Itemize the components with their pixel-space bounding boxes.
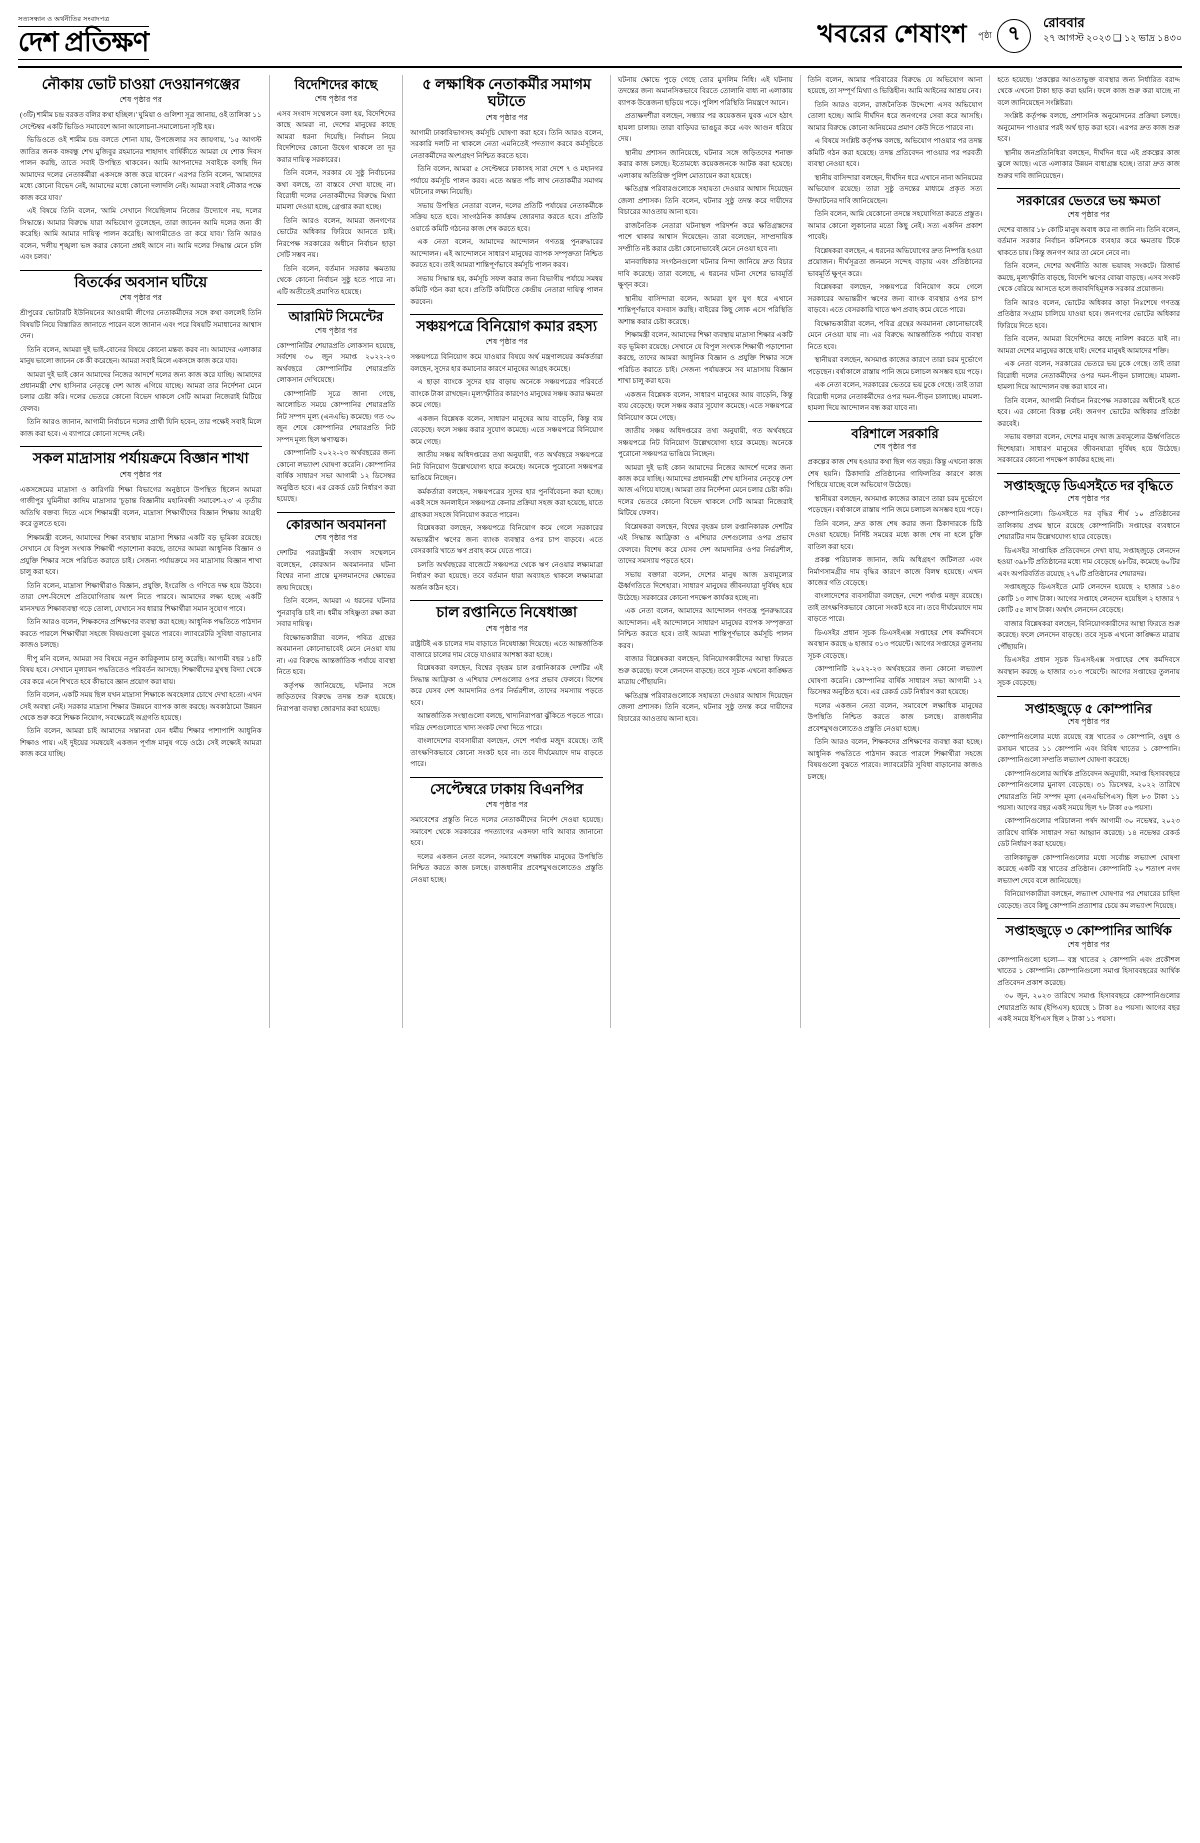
paragraph: আন্তর্জাতিক সংস্থাগুলো বলছে, খাদ্যনিরাপত্তা ঝুঁকিতে পড়তে পারে। দরিদ্র দেশগুলোতে খাদ্য সংকট দেখা দিতে পারে। [410, 712, 603, 732]
article-netakormi-somagom [410, 77, 603, 308]
paragraph: বাংলাদেশের ব্যবসায়ীরা বলছেন, দেশে পর্যাপ্ত মজুদ রয়েছে। তাই তাৎক্ষণিকভাবে কোনো সংকট হবে না। তবে দীর্ঘমেয়াদে দাম বাড়তে পারে। [410, 737, 603, 769]
jump-label: শেষ পৃষ্ঠার পর [314, 533, 358, 543]
paragraph: তিনি বলেন, সরকার যে সুষ্ঠু নির্বাচনের কথা বলছে, তা বাস্তবে দেখা যাচ্ছে না। বিরোধী দলের নেতাকর্মীদের বিরুদ্ধে মিথ্যা মামলা দেওয়া হচ্ছে, গ্রেপ্তার করা হচ্ছে। [276, 169, 396, 212]
paragraph: এক নেতা বলেন, সরকারের ভেতরে ভয় ঢুকে গেছে। তাই তারা বিরোধী দলের নেতাকর্মীদের ওপর দমন-পীড়ন চালাচ্ছে। মামলা-হামলা দিয়ে আন্দোলন বন্ধ করা যাবে না। [997, 360, 1180, 392]
paragraph: ডিএসইর প্রধান সূচক ডিএসইএক্স সপ্তাহের শেষ কর্মদিবসে অবস্থান করছে ৬ হাজার ৩১৩ পয়েন্টে। আগের সপ্তাহের তুলনায় সূচক বেড়েছে। [997, 656, 1180, 688]
divider [277, 512, 396, 513]
article-3-company-arthik [997, 923, 1180, 1026]
paragraph: ক্ষতিগ্রস্ত পরিবারগুলোকে সহায়তা দেওয়ার আশ্বাস দিয়েছেন জেলা প্রশাসক। তিনি বলেন, ঘটনার সুষ্ঠু তদন্ত করে দায়ীদের বিচারের আওতায় আনা হবে। [617, 185, 793, 217]
article-dse-dor-briddhi [997, 478, 1180, 690]
article-barishal-sorkari [808, 426, 983, 784]
paragraph: রাষ্ট্রটিই এক চালের দাম বাড়াতে নিষেধাজ্ঞা দিয়েছে। এতে আন্তর্জাতিক বাজারে চালের দাম বেড়ে যাওয়ার আশঙ্কা করা হচ্ছে। [410, 639, 603, 659]
article-headline: সপ্তাহজুড়ে ডিএসইতে দর বৃদ্ধিতে [1004, 477, 1174, 493]
article-body [997, 75, 1180, 182]
paragraph: তিনি বলেন, একটি সময় ছিল যখন মাদ্রাসা শিক্ষাকে অবহেলার চোখে দেখা হতো। এখন সেই অবস্থা নেই। সরকার মাদ্রাসা শিক্ষার উন্নয়নে ব্যাপক কাজ করছে। অবকাঠামো উন্নয়ন থেকে শুরু করে শিক্ষক নিয়োগ, সবক্ষেত্রেই অগ্রগতি হয়েছে। [20, 691, 262, 722]
paragraph: দলের একজন নেতা বলেন, সমাবেশে লক্ষাধিক মানুষের উপস্থিতি নিশ্চিত করতে কাজ চলছে। রাজধানীর প্রবেশমুখগুলোতেও প্রস্তুতি নেওয়া হচ্ছে। [410, 852, 603, 884]
article-chal-roptani [410, 605, 603, 771]
article-headline: সপ্তাহজুড়ে ৩ কোম্পানির আর্থিক [1005, 923, 1172, 939]
jump-label: শেষ পৃষ্ঠার পর [119, 469, 163, 479]
paragraph: তিনি আরও বলেন, আমরা জনগণের ভোটের অধিকার ফিরিয়ে আনতে চাই। নিরপেক্ষ সরকারের অধীনে নির্বাচন ছাড়া সেটি সম্ভব নয়। [276, 216, 396, 260]
paragraph: সভায় বক্তারা বলেন, দেশের মানুষ আজ দ্রব্যমূল্যের ঊর্ধ্বগতিতে দিশেহারা। সাধারণ মানুষের জীবনযাত্রা দুর্বিষহ হয়ে উঠেছে। সরকারের কোনো পদক্ষেপ কার্যকর হচ্ছে না। [617, 570, 793, 602]
paragraph: সঞ্চয়পত্রে বিনিয়োগ কমে যাওয়ার বিষয়ে অর্থ মন্ত্রণালয়ের কর্মকর্তারা বলছেন, সুদের হার কমানোর কারণে মানুষের আগ্রহ কমেছে। [410, 353, 603, 373]
paragraph: শ্রীপুরের ভোটারটি ইউনিয়নের আওয়ামী লীগের নেতাকর্মীদের সঙ্গে কথা বললেই তিনি বিষয়টি নিয়ে বিস্তারিত জানাতে পারেন বলে জানান এবং পরে বিষয়টি সমাধানের আশ্বাস দেন। [20, 309, 262, 341]
paragraph: দলের একজন নেতা বলেন, সমাবেশে লক্ষাধিক মানুষের উপস্থিতি নিশ্চিত করতে কাজ চলছে। রাজধানীর প্রবেশমুখগুলোতেও প্রস্তুতি নেওয়া হচ্ছে। [807, 701, 983, 733]
article-body [277, 109, 396, 299]
article-body [808, 75, 983, 415]
article-headline: সকল মাদ্রাসায় পর্যায়ক্রমে বিজ্ঞান শাখা [32, 451, 249, 468]
paragraph: বিক্ষোভকারীরা বলেন, পবিত্র গ্রন্থের অবমাননা কোনোভাবেই মেনে নেওয়া যায় না। এর বিরুদ্ধে আন্তর্জাতিক পর্যায়ে ব্যবস্থা নিতে হবে। [807, 319, 983, 351]
paragraph: তিনি আরও বলেন, ভোটের অধিকার কাড়া নিঃশেষে গণতন্ত্র প্রতিষ্ঠার সংগ্রাম চালিয়ে যাওয়া হবে। জনগণের ভোটের অধিকার ফিরিয়ে দিতে হবে। [997, 298, 1180, 330]
article-headline: আরামিট সিমেন্টের [288, 309, 384, 325]
paragraph: আগামী ঢাকাবিভাগসহ কর্মসূচি ঘোষণা করা হবে। তিনি আরও বলেন, সরকারি দলটি না থাকলে নেতা এমনিতেই পদত্যাগ করবে কর্মসূচিতে নেতাকর্মীদের অংশগ্রহণ নিশ্চিত করতে হবে। [410, 128, 603, 160]
paragraph: ঘটনায় ক্ষোভে পুড়ে গেছে তোর মুসলিম নিধি। এই ঘটনায় তদন্তের জন্য অমানসিকভাবে বিরতে তোলানি বাধ্য না এলাকায় ব্যাপক উত্তেজনা ছড়িয়ে পড়ে। পুলিশ পরিস্থিতি নিয়ন্ত্রণে আনে। [617, 76, 793, 107]
article-headline: ৫ লক্ষাধিক নেতাকর্মীর সমাগম ঘটাতে [422, 77, 592, 111]
paragraph: বাংলাদেশের ব্যবসায়ীরা বলছেন, দেশে পর্যাপ্ত মজুদ রয়েছে। তাই তাৎক্ষণিকভাবে কোনো সংকট হবে না। তবে দীর্ঘমেয়াদে দাম বাড়তে পারে। [807, 592, 983, 624]
paragraph: তিনি বলেন, আগামী নির্বাচন নিরপেক্ষ সরকারের অধীনেই হতে হবে। এর কোনো বিকল্প নেই। জনগণ ভোটের অধিকার প্রতিষ্ঠা করবেই। [997, 396, 1180, 428]
paragraph: স্থানীয় বাসিন্দারা বলছেন, দীর্ঘদিন ধরে এখানে নানা অনিয়মের অভিযোগ রয়েছে। তারা সুষ্ঠু তদন্তের মাধ্যমে প্রকৃত সত্য উদ্ঘাটনের দাবি জানিয়েছেন। [807, 173, 983, 205]
paragraph: সপ্তাহজুড়ে ডিএসইতে মোট লেনদেন হয়েছে ২ হাজার ১৪৩ কোটি ১৩ লাখ টাকা। আগের সপ্তাহে লেনদেন হয়েছিল ২ হাজার ৭ কোটি ৫৫ লাখ টাকা। অর্থাৎ লেনদেন বেড়েছে। [997, 583, 1180, 615]
article-body [277, 548, 396, 715]
paragraph: তিনি আরও বলেন, শিক্ষকদের প্রশিক্ষণের ব্যবস্থা করা হচ্ছে। আধুনিক পদ্ধতিতে পাঠদান করতে পারলে শিক্ষার্থীরা সহজে বিষয়গুলো বুঝতে পারবে। ল্যাবরেটরি সুবিধা বাড়ানোর কাজও চলছে। [20, 618, 262, 650]
paragraph: একসঙ্গেমের মাদ্রাসা ও কারিগরি শিক্ষা বিভাগের অনুষ্ঠানে উপস্থিত ছিলেন আমরা গাজীপুর ঘুমিনীয়া কাদিম মাদ্রাসার 'চূড়ান্ত বিজ্ঞানীয় মহানিবন্ধী সমাবেশ-২৩' এ তৃতীয় অতিথি বক্তব্য দিতে এসে শিক্ষামন্ত্রী বলেন, মাদ্রাসা শিক্ষার্থীদের বিজ্ঞান শিক্ষায় আগ্রহী করে তুলতে হবে। [20, 485, 262, 529]
paragraph: জাতীয় সঞ্চয় অধিদপ্তরের তথ্য অনুযায়ী, গত অর্থবছরে সঞ্চয়পত্রে নিট বিনিয়োগ উল্লেখযোগ্য হারে কমেছে। অনেকে পুরোনো সঞ্চয়পত্র ভাঙিয়ে নিচ্ছেন। [617, 427, 793, 459]
paragraph: বিশ্লেষকরা বলছেন, সঞ্চয়পত্রে বিনিয়োগ কমে গেলে সরকারের অভ্যন্তরীণ ঋণের জন্য ব্যাংক ব্যবস্থার ওপর চাপ বাড়বে। এতে বেসরকারি খাতে ঋণ প্রবাহ কমে যেতে পারে। [410, 524, 603, 556]
article-sanchaypatra [410, 319, 603, 594]
column-6 [990, 75, 1182, 1028]
paragraph: রাজনৈতিক নেতারা ঘটনাস্থল পরিদর্শন করে ক্ষতিগ্রস্তদের পাশে থাকার আশ্বাস দিয়েছেন। তারা বলেছেন, সাম্প্রদায়িক সম্প্রীতি নষ্ট করার চেষ্টা কোনোভাবেই মেনে নেওয়া হবে না। [617, 221, 793, 253]
article-headline: সেপ্টেম্বরে ঢাকায় বিএনপির [430, 781, 584, 798]
page-number: ৭ [997, 19, 1031, 53]
paragraph: বিশ্লেষকরা বলছেন, সঞ্চয়পত্রে বিনিয়োগ কমে গেলে সরকারের অভ্যন্তরীণ ঋণের জন্য ব্যাংক ব্যবস্থার ওপর চাপ বাড়বে। এতে বেসরকারি খাতে ঋণ প্রবাহ কমে যেতে পারে। [807, 283, 983, 315]
paragraph: আমরা দুই ভাই কোন আমাদের নিজের আদর্শে দলের জন্য কাজ করে যাচ্ছি। আমাদের প্রধানমন্ত্রী শেখ হাসিনার নেতৃত্বে দেশ আজ এগিয়ে যাচ্ছে। আমরা তার নির্দেশনা মেনে চলার চেষ্টা করি। দলের ভেতরে কোনো বিভেদ থাকলে সেটি আমরা নিজেরাই মিটিয়ে ফেলব। [20, 370, 262, 413]
paragraph: বাজার বিশ্লেষকরা বলছেন, বিনিয়োগকারীদের আস্থা ফিরতে শুরু করেছে। ফলে লেনদেন বাড়ছে। তবে সূচক এখনো কাঙ্ক্ষিত মাত্রায় পৌঁছায়নি। [617, 655, 793, 687]
article-madrasa-science [20, 451, 262, 761]
paragraph: একজন বিশ্লেষক বলেন, সাধারণ মানুষের আয় বাড়েনি, কিন্তু ব্যয় বেড়েছে। ফলে সঞ্চয় করার সুযোগ কমেছে। এতে সঞ্চয়পত্রে বিনিয়োগ কমে গেছে। [617, 390, 793, 422]
article-continuation-a [618, 75, 793, 725]
jump-label: শেষ পৃষ্ঠার পর [485, 800, 528, 810]
divider [808, 421, 983, 422]
paragraph: কোম্পানিগুলো। ডিএসইতে দর বৃদ্ধির শীর্ষ ১০ প্রতিষ্ঠানের তালিকায় প্রথম স্থানে রয়েছে কোম্পানিটি। সপ্তাহের ব্যবধানে শেয়ারটির দাম উল্লেখযোগ্য হারে বেড়েছে। [997, 510, 1180, 542]
paragraph: দীপু মনি বলেন, আমরা সব বিষয়ে নতুন কারিকুলাম চালু করেছি। আগামী বছর ১৪টি বিষয় হবে। সেখানে মূল্যায়ন পদ্ধতিতেও পরিবর্তন আসছে। শিক্ষার্থীদের মুখস্থ বিদ্যা থেকে বের করে এনে শিখতে হবে কীভাবে জ্ঞান প্রয়োগ করা যায়। [20, 654, 262, 686]
paragraph: জাতীয় সঞ্চয় অধিদপ্তরের তথ্য অনুযায়ী, গত অর্থবছরে সঞ্চয়পত্রে নিট বিনিয়োগ উল্লেখযোগ্য হারে কমেছে। অনেকে পুরোনো সঞ্চয়পত্র ভাঙিয়ে নিচ্ছেন। [410, 451, 603, 483]
paragraph: প্রকল্প পরিচালক জানান, জমি অধিগ্রহণ জটিলতা এবং নির্মাণসামগ্রীর দাম বৃদ্ধির কারণে কাজে বিলম্ব হয়েছে। এখন কাজের গতি বেড়েছে। [807, 556, 983, 587]
section-title: খবরের শেষাংশ [817, 21, 968, 48]
article-continuation-b [808, 75, 983, 415]
paragraph: সভায় বক্তারা বলেন, দেশের মানুষ আজ দ্রব্যমূল্যের ঊর্ধ্বগতিতে দিশেহারা। সাধারণ মানুষের জীবনযাত্রা দুর্বিষহ হয়ে উঠেছে। সরকারের কোনো পদক্ষেপ কার্যকর হচ্ছে না। [997, 433, 1180, 465]
paragraph: কোম্পানিগুলোর মধ্যে রয়েছে বস্ত্র খাতের ৩ কোম্পানি, ওষুধ ও রসায়ন খাতের ১১ কোম্পানি এবং বিবিধ খাতের ১ কোম্পানি। কোম্পানিগুলো সম্প্রতি লভ্যাংশ ঘোষণা করেছে। [997, 733, 1180, 765]
article-headline: নৌকায় ভোট চাওয়া দেওয়ানগঞ্জের [41, 77, 240, 93]
paragraph: বিনিয়োগকারীরা বলছেন, লভ্যাংশ ঘোষণার পর শেয়ারের চাহিদা বেড়েছে। তবে কিছু কোম্পানি প্রত্যাশার চেয়ে কম লভ্যাংশ দিয়েছে। [997, 890, 1180, 910]
paragraph: এক নেতা বলেন, আমাদের আন্দোলন গণতন্ত্র পুনরুদ্ধারের আন্দোলন। এই আন্দোলনে সাধারণ মানুষের ব্যাপক সম্পৃক্ততা নিশ্চিত করতে হবে। তাই আমরা শান্তিপূর্ণভাবে কর্মসূচি পালন করব। [410, 238, 603, 270]
paragraph: কর্তৃপক্ষ জানিয়েছে, ঘটনার সঙ্গে জড়িতদের বিরুদ্ধে তদন্ত শুরু হয়েছে। নিরাপত্তা ব্যবস্থা জোরদার করা হয়েছে। [276, 681, 396, 713]
newspaper-logo[interactable] [18, 14, 149, 60]
article-headline: কোরআন অবমাননা [285, 516, 387, 532]
jump-label: শেষ পৃষ্ঠার পর [314, 93, 358, 103]
paragraph: ডিএসইর প্রধান সূচক ডিএসইএক্স সপ্তাহের শেষ কর্মদিবসে অবস্থান করছে ৬ হাজার ৩১৩ পয়েন্টে। আগের সপ্তাহের তুলনায় সূচক বেড়েছে। [807, 628, 983, 660]
jump-label: শেষ পৃষ্ঠার পর [1067, 717, 1110, 727]
logo-title: দেশ প্রতিক্ষণ [18, 26, 149, 60]
paragraph: তিনি আরও বলেন, শিক্ষকদের প্রশিক্ষণের ব্যবস্থা করা হচ্ছে। আধুনিক পদ্ধতিতে পাঠদান করতে পারলে শিক্ষার্থীরা সহজে বিষয়গুলো বুঝতে পারবে। ল্যাবরেটরি সুবিধা বাড়ানোর কাজও চলছে। [807, 738, 983, 781]
paragraph: তিনি বলেন, দ্রুত কাজ শেষ করার জন্য ঠিকাদারকে চিঠি দেওয়া হয়েছে। নির্দিষ্ট সময়ের মধ্যে কাজ শেষ না হলে চুক্তি বাতিল করা হবে। [807, 519, 983, 551]
jump-label: শেষ পৃষ্ঠার পর [119, 95, 163, 105]
paragraph: শিক্ষামন্ত্রী বলেন, আমাদের শিক্ষা ব্যবস্থায় মাদ্রাসা শিক্ষার একটি বড় ভূমিকা রয়েছে। সেখানে যে বিপুল সংখ্যক শিক্ষার্থী পড়াশোনা করছে, তাদের আমরা আধুনিক বিজ্ঞান ও প্রযুক্তি শিক্ষার সঙ্গে পরিচিত করাতে চাই। সেজন্য পর্যায়ক্রমে সব মাদ্রাসায় বিজ্ঞান শাখা চালু করা হবে। [20, 533, 262, 577]
divider [20, 446, 262, 447]
paragraph: তিনি বলেন, আমরা দুই ভাই-বোনের বিষয়ে কোনো মন্তব্য করব না। আমাদের এলাকার মানুষ ভালো জানেন কে কী করেছেন। আমরা সবাই মিলে একসঙ্গে কাজ করে যাব। [20, 345, 262, 366]
article-headline: চাল রপ্তানিতে নিষেধাজ্ঞা [436, 605, 578, 622]
paragraph: কোম্পানিগুলোর আর্থিক প্রতিবেদন অনুযায়ী, সমাপ্ত হিসাববছরে কোম্পানিগুলোর মুনাফা বেড়েছে। ৩১ ডিসেম্বর, ২০২২ তারিখে শেয়ারপ্রতি নিট সম্পদ মূল্য (এনএভিপিএস) ছিল ৮৩ টাকা ১১ পয়সা। আগের বছর একই সময়ে ছিল ৭৮ টাকা ৫৬ পয়সা। [997, 769, 1180, 812]
paragraph: আমরা দুই ভাই কোন আমাদের নিজের আদর্শে দলের জন্য কাজ করে যাচ্ছি। আমাদের প্রধানমন্ত্রী শেখ হাসিনার নেতৃত্বে দেশ আজ এগিয়ে যাচ্ছে। আমরা তার নির্দেশনা মেনে চলার চেষ্টা করি। দলের ভেতরে কোনো বিভেদ থাকলে সেটি আমরা নিজেরাই মিটিয়ে ফেলব। [617, 463, 793, 518]
paragraph: এ ছাড়া ব্যাংকে সুদের হার বাড়ায় অনেকে সঞ্চয়পত্রের পরিবর্তে ব্যাংকে টাকা রাখছেন। মূল্যস্ফীতির কারণেও মানুষের সঞ্চয় করার ক্ষমতা কমে গেছে। [410, 378, 603, 410]
divider [410, 314, 603, 315]
paragraph: সমাবেশের প্রস্তুতি নিতে দলের নেতাকর্মীদের নির্দেশ দেওয়া হয়েছে। সমাবেশ থেকে সরকারের পদত্যাগের একদফা দাবি আবার জানানো হবে। [410, 816, 603, 848]
paragraph: তিনি বলেন, আমি যেকোনো তদন্তে সহযোগিতা করতে প্রস্তুত। আমার কোনো লুকানোর মতো কিছু নেই। সত্য একদিন প্রকাশ পাবেই। [807, 210, 983, 242]
divider [997, 696, 1180, 697]
date-block [1043, 14, 1182, 45]
article-body [618, 75, 793, 725]
paragraph: তিনি বলেন, দেশের অর্থনীতি আজ ভয়াবহ সংকটে। রিজার্ভ কমছে, মূল্যস্ফীতি বাড়ছে, বিদেশি ঋণের বোঝা বাড়ছে। এসব সংকট থেকে বেরিয়ে আসতে হলে জবাবদিহিমূলক সরকার প্রয়োজন। [997, 262, 1180, 294]
weekday: রোববার [1043, 15, 1085, 30]
paragraph: কোম্পানিগুলো হলো— বস্ত্র খাতের ২ কোম্পানি এবং প্রকৌশল খাতের ১ কোম্পানি। কোম্পানিগুলো সমাপ্ত হিসাববছরের আর্থিক প্রতিবেদন প্রকাশ করেছে। [997, 955, 1180, 987]
divider [277, 304, 396, 305]
logo-tagline: সত্যসন্ধান ও অর্থনীতির সংবাদপত্র [18, 16, 110, 23]
paragraph: তিনি বলেন, আমরা চাই আমাদের সন্তানরা যেন ধর্মীয় শিক্ষার পাশাপাশি আধুনিক শিক্ষাও পায়। এই দুইয়ের সমন্বয়েই একজন পূর্ণাঙ্গ মানুষ গড়ে ওঠে। সেই লক্ষ্যেই আমরা কাজ করে যাচ্ছি। [20, 727, 262, 759]
article-body [997, 225, 1180, 467]
article-continuation-c [997, 75, 1180, 182]
paragraph: সভায় সিদ্ধান্ত হয়, কর্মসূচি সফল করার জন্য বিভাগীয় পর্যায়ে সমন্বয় কমিটি গঠন করা হবে। প্রতিটি কমিটিতে কেন্দ্রীয় নেতারা দায়িত্ব পালন করবেন। [410, 274, 603, 306]
paragraph: স্থানীয় প্রশাসন জানিয়েছে, ঘটনার সঙ্গে জড়িতদের শনাক্ত করার কাজ চলছে। ইতোমধ্যে কয়েকজনকে আটক করা হয়েছে। এলাকায় অতিরিক্ত পুলিশ মোতায়েন করা হয়েছে। [617, 148, 793, 180]
divider [410, 600, 603, 601]
article-headline: বরিশালে সরকারি [851, 425, 939, 441]
article-aramit-cement [277, 309, 396, 505]
paragraph: কোম্পানিটি ২০২২-২৩ অর্থবছরের জন্য কোনো লভ্যাংশ ঘোষণা করেনি। কোম্পানির বার্ষিক সাধারণ সভা আগামী ১২ ডিসেম্বর অনুষ্ঠিত হবে। এর রেকর্ড ডেট নির্ধারণ করা হয়েছে। [276, 449, 396, 504]
article-body [410, 815, 603, 886]
article-body [808, 457, 983, 783]
paragraph: তিনি বলেন, আমার পরিবারের বিরুদ্ধে যে অভিযোগ আনা হয়েছে, তা সম্পূর্ণ মিথ্যা ও ভিত্তিহীন। আমি আইনের আশ্রয় নেব। [807, 76, 983, 96]
paragraph: প্রত্যক্ষদর্শীরা বলছেন, সন্ধ্যার পর কয়েকজন যুবক এসে হঠাৎ হামলা চালায়। তারা বাড়িঘর ভাঙচুর করে এবং আগুন ধরিয়ে দেয়। [617, 112, 793, 144]
article-headline: সরকারের ভেতরে ভয় ক্ষমতা [1016, 193, 1161, 209]
divider [997, 918, 1180, 919]
paragraph: শিক্ষামন্ত্রী বলেন, আমাদের শিক্ষা ব্যবস্থায় মাদ্রাসা শিক্ষার একটি বড় ভূমিকা রয়েছে। সেখানে যে বিপুল সংখ্যক শিক্ষার্থী পড়াশোনা করছে, তাদের আমরা আধুনিক বিজ্ঞান ও প্রযুক্তি শিক্ষার সঙ্গে পরিচিত করাতে চাই। সেজন্য পর্যায়ক্রমে সব মাদ্রাসায় বিজ্ঞান শাখা চালু করা হবে। [617, 331, 793, 386]
article-headline: বিদেশিদের কাছে [294, 77, 378, 92]
article-body [997, 955, 1180, 1026]
column-4 [611, 75, 801, 1028]
article-body [277, 341, 396, 506]
page-number-badge [977, 19, 1031, 53]
paragraph: এ বিষয়ে সংশ্লিষ্ট কর্তৃপক্ষ বলছে, অভিযোগ পাওয়ার পর তদন্ত কমিটি গঠন করা হয়েছে। তদন্ত প্রতিবেদন পাওয়ার পর পরবর্তী ব্যবস্থা নেওয়া হবে। [807, 137, 983, 169]
article-body [997, 509, 1180, 689]
article-body [410, 128, 603, 308]
page-badge-label: পৃষ্ঠা [978, 29, 992, 40]
paragraph: সংশ্লিষ্ট কর্তৃপক্ষ বলছে, প্রশাসনিক অনুমোদনের প্রক্রিয়া চলছে। অনুমোদন পাওয়ার পরই অর্থ ছাড় করা হবে। এরপর দ্রুত কাজ শুরু হবে। [997, 112, 1180, 144]
article-bideshider-kache [277, 77, 396, 298]
article-body [410, 352, 603, 594]
paragraph: তিনি বলেন, আমরা এ ধরনের ঘটনার পুনরাবৃত্তি চাই না। ধর্মীয় সহিষ্ণুতা রক্ষা করা সবার দায়িত্ব। [276, 597, 396, 629]
paragraph: তিনি বলেন, বর্তমান সরকার ক্ষমতায় থেকে কোনো নির্বাচন সুষ্ঠু হতে পারে না। এটি অতীতেই প্রমাণিত হয়েছে। [276, 264, 396, 296]
paragraph: দেশের বাজার ১৮ কোটি মানুষ অবাধ করে না জানি না। তিনি বলেন, বর্তমান সরকার নির্বাচন কমিশনকে ব্যবহার করে ক্ষমতায় টিকে থাকতে চায়। কিন্তু জনগণ আর তা মেনে নেবে না। [997, 225, 1180, 257]
paragraph: কোম্পানিটি সূত্রে জানা গেছে, আলোচিত সময়ে কোম্পানির শেয়ারপ্রতি নিট সম্পদ মূল্য (এনএভি) কমেছে। গত ৩০ জুন শেষে কোম্পানির শেয়ারপ্রতি নিট সম্পদ মূল্য ছিল ঋণাত্মক। [276, 389, 396, 444]
paragraph: তালিকাভুক্ত কোম্পানিগুলোর মধ্যে সর্বোচ্চ লভ্যাংশ ঘোষণা করেছে একটি বস্ত্র খাতের প্রতিষ্ঠান। কোম্পানিটি ২০ শতাংশ নগদ লভ্যাংশ দেবে বলে জানিয়েছে। [997, 853, 1180, 885]
divider [20, 270, 262, 271]
article-nouka-vote [20, 77, 262, 264]
paragraph: মানবাধিকার সংগঠনগুলো ঘটনার নিন্দা জানিয়ে দ্রুত বিচার দাবি করেছে। তারা বলেছে, এ ধরনের ঘটনা দেশের ভাবমূর্তি ক্ষুণ্ন করে। [617, 258, 793, 290]
divider [997, 473, 1180, 474]
paragraph: (৩টি) শামীম চন্দ্র বরকত বলির কথা হচ্ছিল।' ঘুমিয়া ও গুলিশা সূত্র জানায়, ওই তালিকা ১১ সেপ্টেম্বর একটি ভিডিও সমাবেশে আনা আলোচনা-সমালোচনা সৃষ্টি হয়। [20, 111, 262, 131]
article-headline: সঞ্চয়পত্রে বিনিয়োগ কমার রহস্য [416, 319, 598, 336]
date-line: ২৭ আগস্ট ২০২৩ ❑ ১২ ভাদ্র ১৪৩০ [1043, 33, 1182, 44]
paragraph: সভায় উপস্থিত নেতারা বলেন, দলের প্রতিটি পর্যায়ের নেতাকর্মীকে সক্রিয় হতে হবে। সাংগঠনিক কার্যক্রম জোরদার করতে হবে। প্রতিটি ওয়ার্ডে কমিটি গঠনের কাজ শেষ করতে হবে। [410, 201, 603, 233]
paragraph: তিনি আরও বলেন, রাজনৈতিক উদ্দেশ্যে এসব অভিযোগ তোলা হচ্ছে। আমি দীর্ঘদিন ধরে জনগণের সেবা করে আসছি। আমার বিরুদ্ধে কোনো অনিয়মের প্রমাণ কেউ দিতে পারবে না। [807, 100, 983, 132]
jump-label: শেষ পৃষ্ঠার পর [1067, 209, 1110, 219]
paragraph: স্থানীয় জনপ্রতিনিধিরা বলছেন, দীর্ঘদিন ধরে এই প্রকল্পের কাজ ঝুলে আছে। এতে এলাকার উন্নয়ন বাধাগ্রস্ত হচ্ছে। তারা দ্রুত কাজ শুরুর দাবি জানিয়েছেন। [997, 148, 1180, 180]
paragraph: এই বিষয়ে তিনি বলেন, 'আমি সেখানে গিয়েছিলাম নিজের উদ্যোগে নয়, দলের সিদ্ধান্তে। আমার বিরুদ্ধে যারা অভিযোগ তুলেছেন, তারা জানেন আমি দলের জন্য কী করেছি। আমি আমার দায়িত্ব পালন করেছি। আগামীতেও তা করে যাব।' তিনি আরও বলেন, 'দলীয় শৃঙ্খলা ভঙ্গ করার কোনো প্রশ্নই আসে না। আমি দলের সিদ্ধান্ত মেনে চলি এবং চলব।' [20, 207, 262, 262]
divider [997, 188, 1180, 189]
paragraph: একজন বিশ্লেষক বলেন, সাধারণ মানুষের আয় বাড়েনি, কিন্তু ব্যয় বেড়েছে। ফলে সঞ্চয় করার সুযোগ কমেছে। এতে সঞ্চয়পত্রে বিনিয়োগ কমে গেছে। [410, 414, 603, 446]
column-2 [270, 75, 404, 1028]
jump-label: শেষ পৃষ্ঠার পর [485, 112, 528, 122]
article-headline: বিতর্কের অবসান ঘটিয়ে [74, 274, 208, 291]
article-5-company [997, 701, 1180, 913]
paragraph: ৩০ জুন, ২০২৩ তারিখে সমাপ্ত হিসাববছরে কোম্পানিগুলোর শেয়ারপ্রতি আয় (ইপিএস) হয়েছে ১ টাকা ৪৫ পয়সা। আগের বছর একই সময়ে ইপিএস ছিল ২ টাকা ১১ পয়সা। [997, 992, 1180, 1024]
article-body [410, 639, 603, 771]
paragraph: এক নেতা বলেন, আমাদের আন্দোলন গণতন্ত্র পুনরুদ্ধারের আন্দোলন। এই আন্দোলনে সাধারণ মানুষের ব্যাপক সম্পৃক্ততা নিশ্চিত করতে হবে। তাই আমরা শান্তিপূর্ণভাবে কর্মসূচি পালন করব। [617, 607, 793, 650]
paragraph: কোম্পানিটির শেয়ারপ্রতি লোকসান হয়েছে, সর্বশেষ ৩০ জুন সমাপ্ত ২০২২-২৩ অর্থবছরে কোম্পানিটির শেয়ারপ্রতি লোকসান দেখিয়েছে। [276, 341, 396, 385]
paragraph: এক নেতা বলেন, সরকারের ভেতরে ভয় ঢুকে গেছে। তাই তারা বিরোধী দলের নেতাকর্মীদের ওপর দমন-পীড়ন চালাচ্ছে। মামলা-হামলা দিয়ে আন্দোলন বন্ধ করা যাবে না। [807, 381, 983, 413]
paragraph: কর্মকর্তারা বলছেন, সঞ্চয়পত্রের সুদের হার পুনর্বিবেচনা করা হচ্ছে। একই সঙ্গে অনলাইনে সঞ্চয়পত্র কেনার প্রক্রিয়া সহজ করা হয়েছে, যাতে গ্রাহকরা সহজে বিনিয়োগ করতে পারেন। [410, 487, 603, 519]
article-body [20, 485, 262, 761]
article-quran-obomanona [277, 517, 396, 715]
paragraph: তিনি বলেন, আমরা ৫ সেপ্টেম্বরে ঢাকাসহ সারা দেশে ৭ ও মহানগর পর্যায়ে কর্মসূচি পালন করব। এতে অন্তত পাঁচ লাখ নেতাকর্মীর সমাগম ঘটানোর লক্ষ্য নিয়েছি। [410, 165, 603, 197]
page-columns [18, 75, 1182, 1028]
masthead [18, 14, 1182, 68]
article-body [20, 308, 262, 440]
column-5 [801, 75, 991, 1028]
paragraph: দেশটির পররাষ্ট্রমন্ত্রী সংবাদ সম্মেলনে বলেছেন, কোরআন অবমাননার ঘটনা বিশ্বের নানা প্রান্তে মুসলমানদের ক্ষোভের জন্ম দিয়েছে। [276, 549, 396, 592]
jump-label: শেষ পৃষ্ঠার পর [485, 623, 528, 633]
paragraph: স্থানীয় বাসিন্দারা বলেন, আমরা যুগ যুগ ধরে এখানে শান্তিপূর্ণভাবে বসবাস করছি। বাইরের কিছু লোক এসে পরিস্থিতি অশান্ত করার চেষ্টা করেছে। [617, 294, 793, 326]
divider [410, 777, 603, 778]
jump-label: শেষ পৃষ্ঠার পর [485, 337, 528, 347]
article-bitorker-obosan [20, 275, 262, 441]
paragraph: বিশ্লেষকরা বলছেন, বিশ্বের বৃহত্তম চাল রপ্তানিকারক দেশটির এই সিদ্ধান্ত আফ্রিকা ও এশিয়ার দেশগুলোর ওপর প্রভাব ফেলবে। বিশেষ করে যেসব দেশ আমদানির ওপর নির্ভরশীল, তাদের সমস্যায় পড়তে হবে। [617, 522, 793, 566]
article-sorkarer-bhitore-bhoy [997, 193, 1180, 466]
paragraph: চলতি অর্থবছরের বাজেটে সঞ্চয়পত্র থেকে ঋণ নেওয়ার লক্ষ্যমাত্রা নির্ধারণ করা হয়েছে। তবে বর্তমান ধারা অব্যাহত থাকলে লক্ষ্যমাত্রা অর্জন কঠিন হবে। [410, 560, 603, 592]
article-headline: সপ্তাহজুড়ে ৫ কোম্পানির [1025, 700, 1152, 716]
paragraph: এসব সংবাদ সম্মেলনে বলা হয়, বিদেশিদের কাছে আমরা না, দেশের মানুষের কাছে আমরা ধরনা দিয়েছি। নির্বাচন নিয়ে বিদেশিদের কোনো উদ্বেগ থাকলে তা দূর করার দায়িত্ব সরকারের। [276, 109, 396, 164]
jump-label: শেষ পৃষ্ঠার পর [873, 442, 917, 452]
paragraph: কোম্পানিগুলোর পরিচালনা পর্ষদ আগামী ৩০ নভেম্বর, ২০২৩ তারিখে বার্ষিক সাধারণ সভা আহ্বান করেছে। ১৪ নভেম্বর রেকর্ড ডেট নির্ধারণ করা হয়েছে। [997, 817, 1180, 849]
paragraph: স্থানীয়রা বলছেন, অসমাপ্ত কাজের কারণে তারা চরম দুর্ভোগে পড়েছেন। বর্ষাকালে রাস্তায় পানি জমে চলাচল অসম্ভব হয়ে পড়ে। [807, 494, 983, 515]
section-header [149, 14, 1043, 57]
paragraph: ডিএসইর সাপ্তাহিক প্রতিবেদনে দেখা যায়, সপ্তাহজুড়ে লেনদেন হওয়া ৩৯৮টি প্রতিষ্ঠানের মধ্যে দাম বেড়েছে ৬৮টির, কমেছে ৬০টির এবং অপরিবর্তিত রয়েছে ২৭০টি প্রতিষ্ঠানের শেয়ারদর। [997, 546, 1180, 578]
jump-label: শেষ পৃষ্ঠার পর [1067, 939, 1110, 949]
jump-label: শেষ পৃষ্ঠার পর [1067, 494, 1110, 504]
jump-label: শেষ পৃষ্ঠার পর [119, 293, 163, 303]
paragraph: ক্ষতিগ্রস্ত পরিবারগুলোকে সহায়তা দেওয়ার আশ্বাস দিয়েছেন জেলা প্রশাসক। তিনি বলেন, ঘটনার সুষ্ঠু তদন্ত করে দায়ীদের বিচারের আওতায় আনা হবে। [617, 691, 793, 723]
paragraph: স্থানীয়রা বলছেন, অসমাপ্ত কাজের কারণে তারা চরম দুর্ভোগে পড়েছেন। বর্ষাকালে রাস্তায় পানি জমে চলাচল অসম্ভব হয়ে পড়ে। [807, 356, 983, 376]
paragraph: বিক্ষোভকারীরা বলেন, পবিত্র গ্রন্থের অবমাননা কোনোভাবেই মেনে নেওয়া যায় না। এর বিরুদ্ধে আন্তর্জাতিক পর্যায়ে ব্যবস্থা নিতে হবে। [276, 633, 396, 677]
article-bnp-september [410, 782, 603, 886]
paragraph: হতে হয়েছে। 'প্রকল্পের আওতাভুক্ত ব্যবস্থার জন্য নির্ধারিত বরাদ্দ থেকে এখনো টাকা ছাড় করা হয়নি। ফলে কাজ শুরু করা যাচ্ছে না বলে জানিয়েছেন সংশ্লিষ্টরা। [997, 76, 1180, 107]
paragraph: তিনি বলেন, আমরা বিদেশিদের কাছে নালিশ করতে যাই না। আমরা দেশের মানুষের কাছে যাই। দেশের মানুষই আমাদের শক্তি। [997, 335, 1180, 355]
paragraph: কোম্পানিটি ২০২২-২৩ অর্থবছরের জন্য কোনো লভ্যাংশ ঘোষণা করেনি। কোম্পানির বার্ষিক সাধারণ সভা আগামী ১২ ডিসেম্বর অনুষ্ঠিত হবে। এর রেকর্ড ডেট নির্ধারণ করা হয়েছে। [807, 665, 983, 697]
paragraph: তিনি আরও জানান, আগামী নির্বাচনে দলের প্রার্থী যিনি হবেন, তার পক্ষেই সবাই মিলে কাজ করা হবে। এ ব্যাপারে কোনো সন্দেহ নেই। [20, 418, 262, 438]
jump-label: শেষ পৃষ্ঠার পর [314, 325, 358, 335]
article-body [20, 110, 262, 263]
column-1 [18, 75, 270, 1028]
column-3 [403, 75, 611, 1028]
paragraph: বাজার বিশ্লেষকরা বলছেন, বিনিয়োগকারীদের আস্থা ফিরতে শুরু করেছে। ফলে লেনদেন বাড়ছে। তবে সূচক এখনো কাঙ্ক্ষিত মাত্রায় পৌঁছায়নি। [997, 619, 1180, 651]
article-body [997, 732, 1180, 912]
paragraph: বিশ্লেষকরা বলছেন, বিশ্বের বৃহত্তম চাল রপ্তানিকারক দেশটির এই সিদ্ধান্ত আফ্রিকা ও এশিয়ার দেশগুলোর ওপর প্রভাব ফেলবে। বিশেষ করে যেসব দেশ আমদানির ওপর নির্ভরশীল, তাদের সমস্যায় পড়তে হবে। [410, 664, 603, 707]
paragraph: বিশ্লেষকরা বলছেন, এ ধরনের অভিযোগের দ্রুত নিষ্পত্তি হওয়া প্রয়োজন। দীর্ঘসূত্রতা জনমনে সন্দেহ বাড়ায় এবং প্রতিষ্ঠানের ভাবমূর্তি ক্ষুণ্ন করে। [807, 246, 983, 278]
paragraph: প্রকল্পের কাজ শেষ হওয়ার কথা ছিল গত বছর। কিন্তু এখনো কাজ শেষ হয়নি। ঠিকাদারি প্রতিষ্ঠানের গাফিলতির কারণে কাজ পিছিয়ে যাচ্ছে বলে অভিযোগ উঠেছে। [807, 458, 983, 490]
paragraph: ভিডিওতে ওই শামীম চন্দ্র বলতে শোনা যায়, উপজেলার সব জায়গায়, '১৫ আগস্ট জাতির জনক বঙ্গবন্ধু শেখ মুজিবুর রহমানের শাহাদাৎ বার্ষিকীতে আমরা যে শোক দিবস পালন করছি, তাতে সবাই উপস্থিত থাকবেন। আমি আপনাদের সবাইকে বলছি দিন আমাদের দলের নেতাকর্মীরা একসঙ্গে কাজ করে যাবেন।' এরপর তিনি বলেন, 'আমাদের মধ্যে কোনো বিভেদ নেই, আমাদের মধ্যে কোনো দলাদলি নেই। আমরা সবাই নৌকার পক্ষে কাজ করে যাব।' [20, 136, 262, 202]
paragraph: তিনি বলেন, মাদ্রাসা শিক্ষার্থীরাও বিজ্ঞান, প্রযুক্তি, ইংরেজি ও গণিতে দক্ষ হয়ে উঠবে। তারা দেশ-বিদেশে প্রতিযোগিতায় অংশ নিতে পারবে। আমাদের লক্ষ্য হচ্ছে একটি মানসম্মত শিক্ষাব্যবস্থা গড়ে তোলা, যেখানে সব ধারার শিক্ষার্থীরা সমান সুযোগ পাবে। [20, 581, 262, 613]
